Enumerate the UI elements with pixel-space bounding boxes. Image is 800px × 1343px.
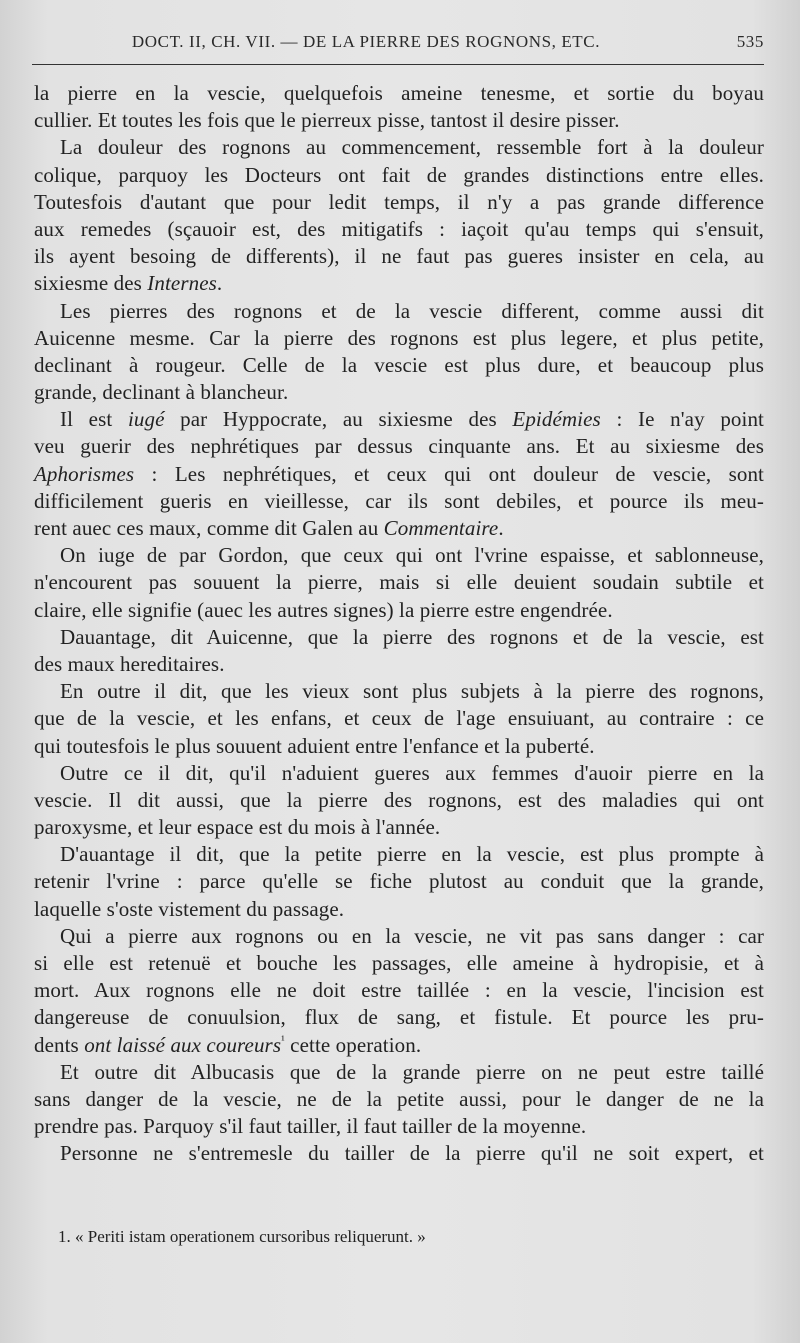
text-segment: vescie. Il dit aussi, que la pierre des rognons, est des maladies qui ont (34, 787, 764, 812)
text-segment: On iuge de par Gordon, que ceux qui ont l'vrine espaisse, et sablonneuse, (60, 543, 764, 568)
text-line (34, 325, 764, 352)
text-segment: Dauantage, dit Auicenne, que la pierre des rognons et de la vescie, est (60, 624, 764, 649)
text-line (34, 1113, 764, 1140)
text-segment: dangereuse de conuulsion, flux de sang, et fistule. Et pource les pru- (34, 1005, 764, 1030)
text-line (34, 678, 764, 705)
text-segment: Toutesfois d'autant que pour ledit temps, il n'y a pas grande difference (34, 189, 764, 214)
text-line (34, 651, 764, 678)
text-line (34, 515, 764, 542)
text-line (34, 216, 764, 243)
running-title: DOCT. II, CH. VII. — DE LA PIERRE DES ROGNONS, ETC. (131, 32, 601, 51)
text-segment: ils ayent besoing de differents), il ne faut pas gueres insister en cela, au (34, 244, 764, 269)
text-segment: Outre ce il dit, qu'il n'aduient gueres aux femmes d'auoir pierre en la (60, 760, 764, 785)
text-line (34, 488, 764, 515)
text-segment: mort. Aux rognons elle ne doit estre taillée : en la vescie, l'incision est (34, 978, 764, 1003)
text-line (34, 189, 764, 216)
text-segment: rent auec ces maux, comme dit Galen au (34, 516, 384, 540)
text-segment: : Les nephrétiques, et ceux qui ont douleur de vescie, sont (134, 461, 764, 486)
text-line (34, 379, 764, 406)
page-number: 535 (736, 32, 764, 51)
text-segment: n'encourent pas souuent la pierre, mais si elle deuient soudain subtile et (34, 570, 764, 595)
text-segment: paroxysme, et leur espace est du mois à l'année. (34, 815, 441, 840)
text-segment: Il est (60, 407, 128, 432)
text-line (34, 896, 764, 923)
text-line (34, 1032, 764, 1059)
text-line (34, 461, 764, 488)
text-segment: claire, elle signifie (auec les autres signes) la pierre estre engendrée. (34, 597, 613, 622)
text-line (34, 270, 764, 297)
text-segment: que de la vescie, et les enfans, et ceux de l'age ensuiuant, au contraire : ce (34, 706, 764, 731)
text-segment: sixiesme des (34, 271, 148, 296)
text-segment: prendre pas. Parquoy s'il faut tailler, il faut tailler de la moyenne. (34, 1114, 587, 1139)
text-line (34, 80, 764, 107)
text-line (34, 1140, 764, 1167)
text-segment: laquelle s'oste vistement du passage. (34, 896, 345, 921)
italic-text: Internes (147, 271, 217, 296)
text-line (34, 1086, 764, 1113)
running-head (36, 30, 764, 58)
text-segment: difficilement gueris en vieillesse, car ils sont debiles, et pource ils meu- (34, 488, 764, 513)
text-segment: La douleur des rognons au commencement, ressemble fort à la douleur (60, 135, 764, 160)
text-segment: sans danger de la vescie, ne de la petite aussi, pour le danger de ne la (34, 1086, 764, 1111)
text-line (34, 1059, 764, 1086)
text-line (34, 624, 764, 651)
text-segment: grande, declinant à blancheur. (34, 380, 289, 405)
body-text (34, 80, 764, 1168)
text-line (34, 406, 764, 433)
text-line (34, 107, 764, 134)
text-segment: Qui a pierre aux rognons ou en la vescie, ne vit pas sans danger : car (60, 923, 764, 948)
text-segment: veu guerir des nephrétiques par dessus cinquante ans. Et au sixiesme des (34, 434, 764, 459)
header-rule (32, 64, 764, 65)
text-line (34, 733, 764, 760)
italic-text: Aphorismes (34, 461, 135, 486)
text-line (34, 814, 764, 841)
text-segment: D'auantage il dit, que la petite pierre en la vescie, est plus prompte à (60, 842, 764, 867)
text-line (34, 597, 764, 624)
text-line (34, 243, 764, 270)
text-line (34, 841, 764, 868)
text-segment: retenir l'vrine : parce qu'elle se fiche plutost au conduit que la grande, (34, 869, 764, 894)
italic-text: ont laissé aux coureurs (84, 1032, 282, 1057)
text-segment: des maux hereditaires. (34, 651, 225, 676)
text-line (34, 542, 764, 569)
text-segment: qui toutesfois le plus souuent aduient entre l'enfance et la puberté. (34, 733, 595, 758)
text-segment: si elle est retenuë et bouche les passages, elle ameine à hydropisie, et à (34, 951, 764, 975)
text-segment: Et outre dit Albucasis que de la grande pierre on ne peut estre taillé (60, 1059, 764, 1084)
text-segment: dents (34, 1032, 85, 1057)
text-segment: Auicenne mesme. Car la pierre des rognons est plus legere, et plus petite, (34, 325, 764, 350)
text-line (34, 352, 764, 379)
text-line (34, 950, 764, 977)
text-segment: cullier. Et toutes les fois que le pierreux pisse, tantost il desire pisser. (34, 108, 620, 133)
text-segment: . (498, 516, 504, 540)
text-segment: Les pierres des rognons et de la vescie different, comme aussi dit (60, 298, 764, 323)
text-segment: la pierre en la vescie, quelquefois ameine tenesme, et sortie du boyau (34, 81, 764, 105)
text-line (34, 868, 764, 895)
text-segment: Personne ne s'entremesle du tailler de la pierre qu'il ne soit expert, et (60, 1141, 764, 1166)
text-line (34, 760, 764, 787)
italic-text: iugé (127, 407, 165, 432)
text-line (34, 298, 764, 325)
text-line (34, 433, 764, 460)
text-line (34, 977, 764, 1004)
text-line (34, 705, 764, 732)
text-segment: aux remedes (sçauoir est, des mitigatifs : iaçoit qu'au temps qui s'ensuit, (34, 216, 764, 241)
text-segment: cette operation. (284, 1032, 422, 1057)
text-line (34, 1004, 764, 1031)
footnote: 1. « Periti istam operationem cursoribus reliquerunt. » (58, 1227, 426, 1246)
text-line (34, 923, 764, 950)
footnote-marker: ¹ (281, 1032, 285, 1047)
text-line (34, 134, 764, 161)
italic-text: Commentaire (383, 516, 499, 540)
text-segment: . (216, 271, 223, 296)
text-segment: par Hyppocrate, au sixiesme des (164, 407, 513, 432)
text-line (34, 569, 764, 596)
text-line (34, 162, 764, 189)
italic-text: Epidémies (512, 407, 601, 432)
text-segment: declinant à rougeur. Celle de la vescie est plus dure, et beaucoup plus (34, 352, 764, 377)
text-line (34, 787, 764, 814)
text-segment: : Ie n'ay point (600, 407, 764, 432)
text-segment: En outre il dit, que les vieux sont plus subjets à la pierre des rognons, (60, 679, 764, 704)
text-segment: colique, parquoy les Docteurs ont fait de grandes distinctions entre elles. (34, 162, 764, 187)
